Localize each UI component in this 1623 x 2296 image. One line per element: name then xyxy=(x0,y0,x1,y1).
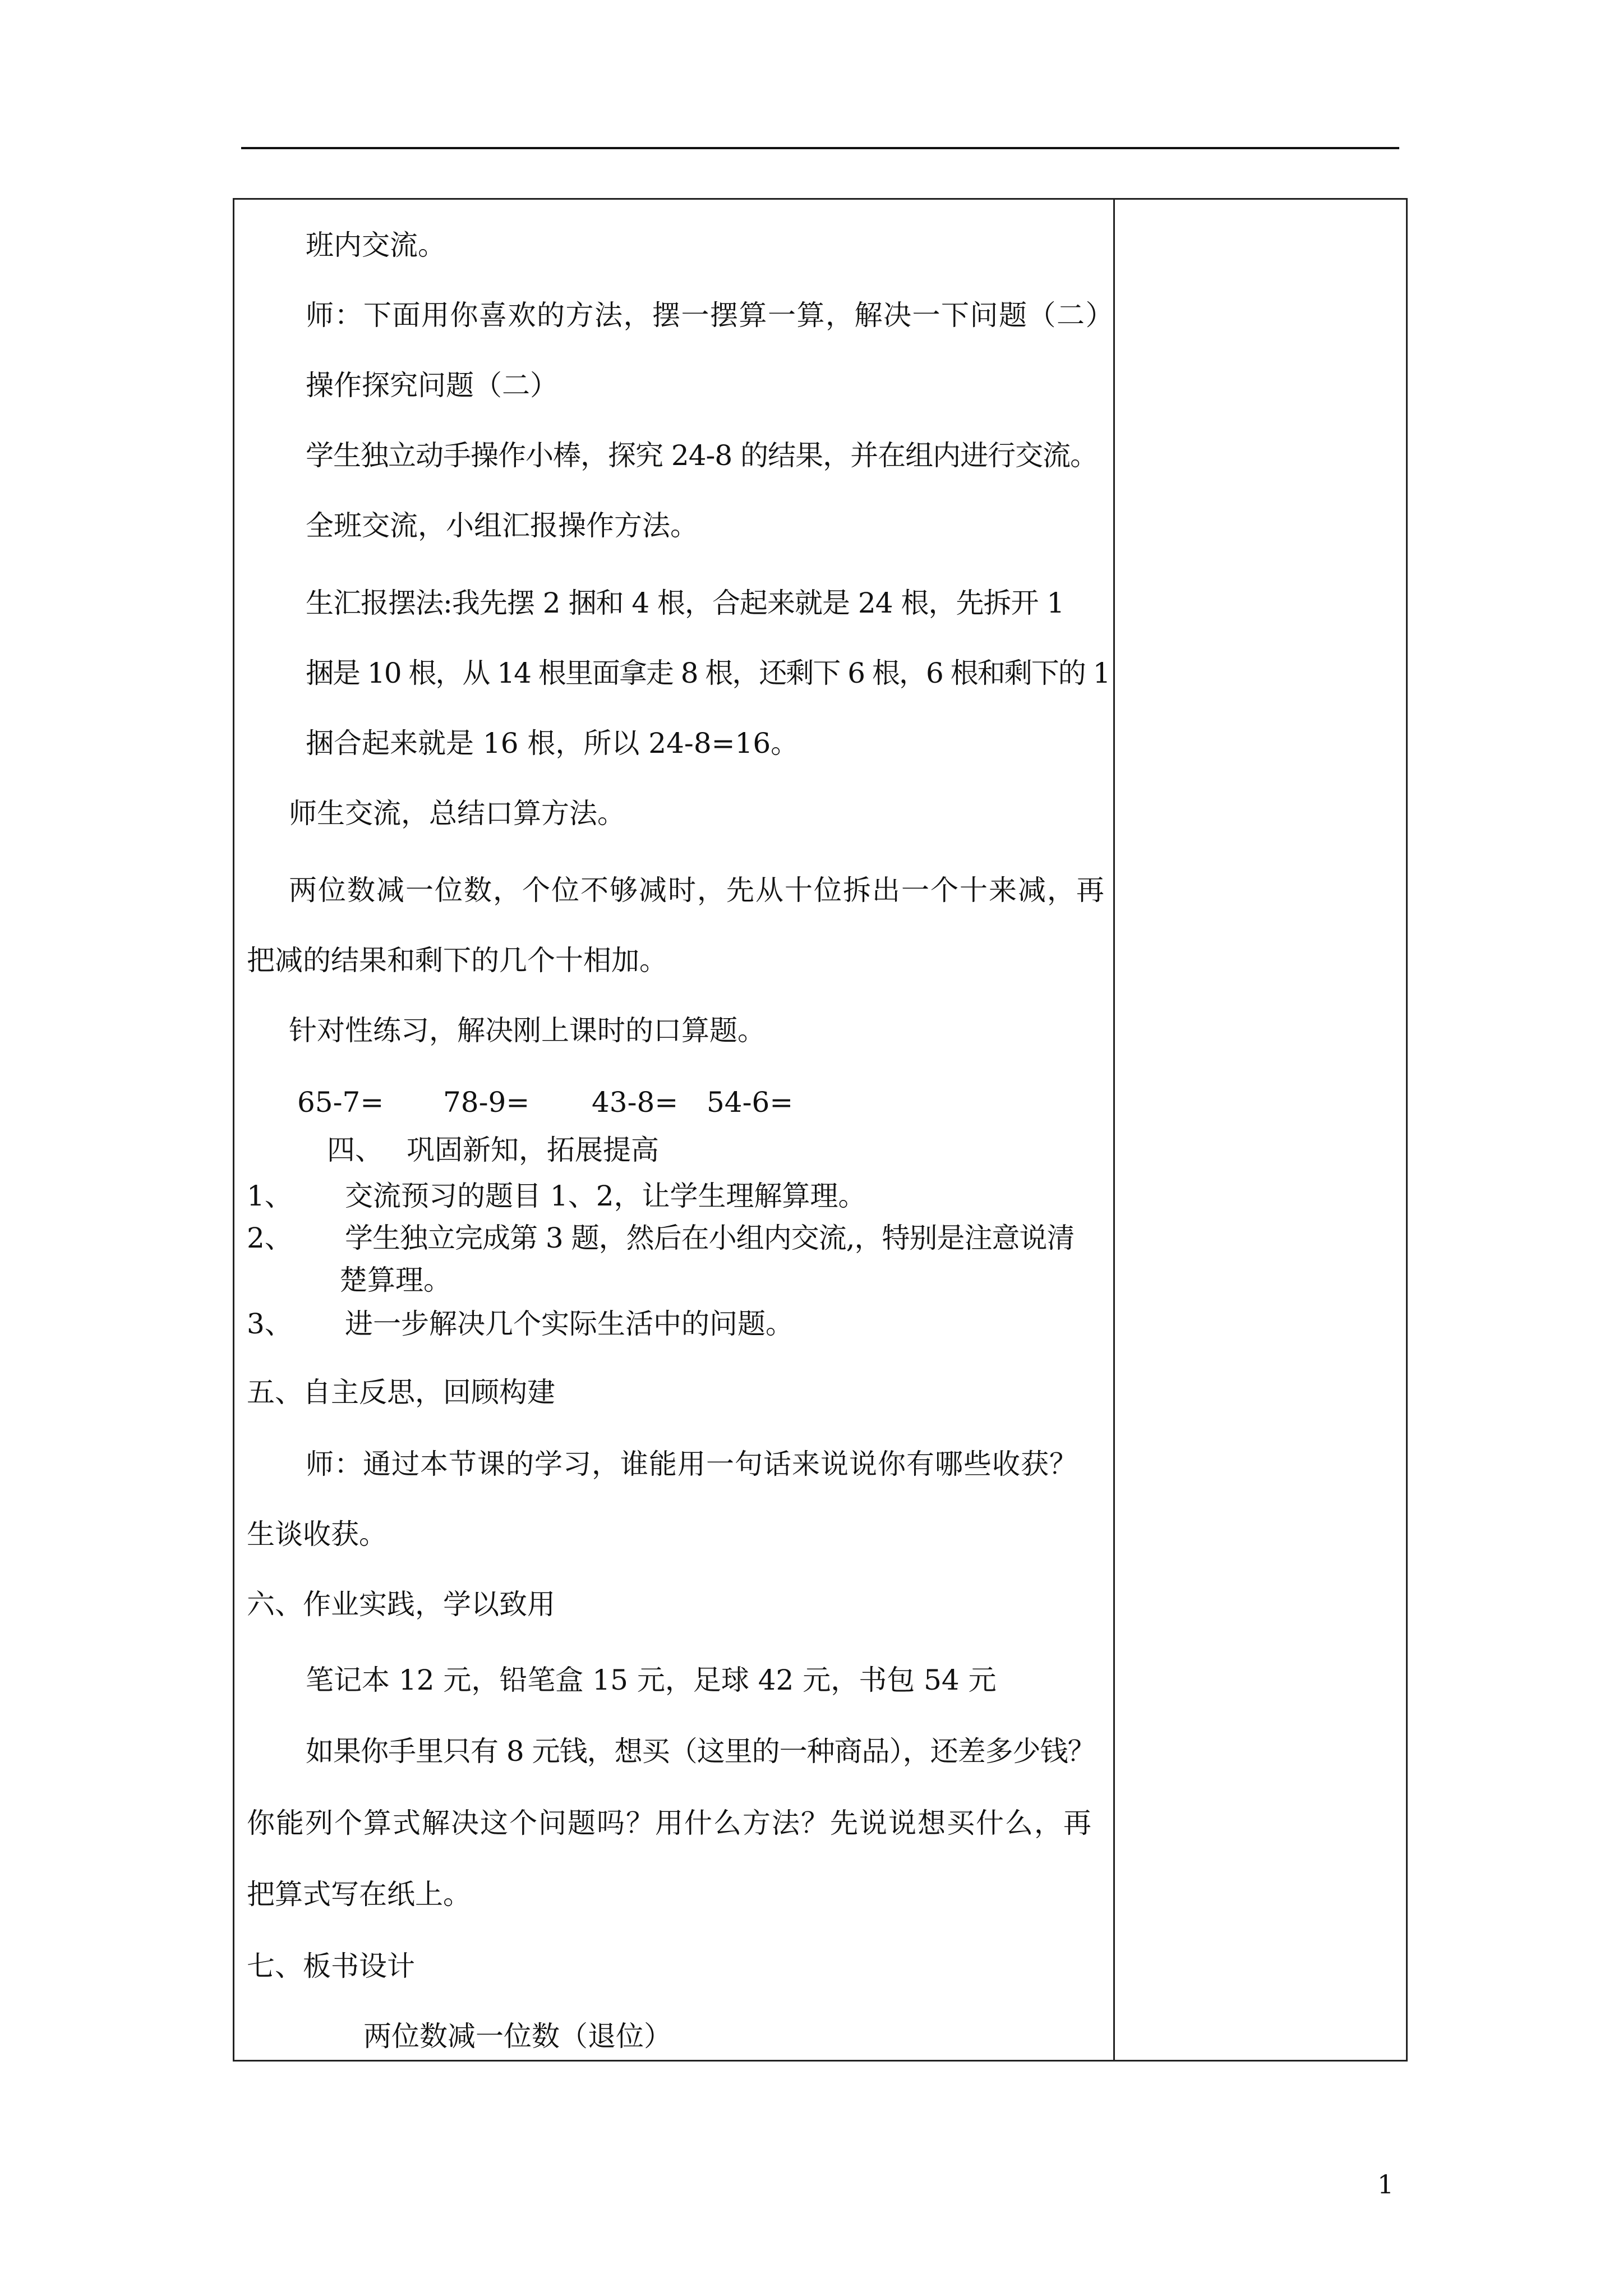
practice-sums xyxy=(0,1085,1623,1119)
lesson-table xyxy=(233,198,1408,2062)
section-heading: 五、自主反思，回顾构建 xyxy=(247,1376,555,1409)
practice-sum: 65-7= xyxy=(297,1086,384,1119)
text-line: 师：通过本节课的学习，谁能用一句话来说说你有哪些收获？ xyxy=(306,1448,1078,1480)
text-line: 你能列个算式解决这个问题吗？用什么方法？先说说想买什么，再 xyxy=(247,1807,1092,1839)
text-line: 生汇报摆法:我先摆 2 捆和 4 根，合起来就是 24 根，先拆开 1 xyxy=(306,587,1064,619)
practice-sum: 54-6= xyxy=(707,1086,794,1119)
text-line: 学生独立动手操作小棒，探究 24-8 的结果，并在组内进行交流。 xyxy=(306,439,1098,472)
text-line: 师生交流，总结口算方法。 xyxy=(289,797,625,830)
text-line: 两位数减一位数，个位不够减时，先从十位拆出一个十来减，再 xyxy=(289,874,1105,907)
table-column-divider xyxy=(1113,198,1115,2062)
text-line: 生谈收获。 xyxy=(247,1518,387,1550)
text-line: 师：下面用你喜欢的方法，摆一摆算一算，解决一下问题（二） xyxy=(306,299,1114,332)
list-number: 1、 xyxy=(247,1180,293,1212)
practice-sum: 43-8= xyxy=(592,1086,679,1119)
text-line: 把减的结果和剩下的几个十相加。 xyxy=(247,944,667,977)
list-item: 进一步解决几个实际生活中的问题。 xyxy=(345,1308,794,1340)
list-number: 2、 xyxy=(247,1222,293,1254)
section-title: 巩固新知，拓展提高 xyxy=(407,1134,659,1166)
section-number: 四、 xyxy=(327,1134,383,1166)
text-line: 笔记本 12 元，铅笔盒 15 元，足球 42 元，书包 54 元 xyxy=(306,1664,997,1696)
list-item: 交流预习的题目 1、2，让学生理解算理。 xyxy=(345,1180,866,1212)
text-line: 针对性练习，解决刚上课时的口算题。 xyxy=(289,1014,766,1047)
list-item-continuation: 楚算理。 xyxy=(339,1264,451,1296)
header-rule xyxy=(241,147,1399,149)
section-heading: 六、作业实践，学以致用 xyxy=(247,1588,555,1621)
page-number: 1 xyxy=(1377,2169,1394,2200)
text-line: 全班交流，小组汇报操作方法。 xyxy=(306,509,698,542)
text-line: 把算式写在纸上。 xyxy=(247,1878,471,1911)
text-line: 操作探究问题（二） xyxy=(306,369,558,402)
text-line: 班内交流。 xyxy=(306,229,446,261)
text-line: 捆合起来就是 16 根，所以 24-8=16。 xyxy=(306,727,799,760)
list-item: 学生独立完成第 3 题，然后在小组内交流,，特别是注意说清 xyxy=(345,1222,1075,1254)
text-line: 如果你手里只有 8 元钱，想买（这里的一种商品），还差多少钱？ xyxy=(306,1735,1095,1768)
text-line: 捆是 10 根，从 14 根里面拿走 8 根，还剩下 6 根，6 根和剩下的 1 xyxy=(306,657,1110,689)
board-design-title: 两位数减一位数（退位） xyxy=(363,2020,672,2053)
practice-sum: 78-9= xyxy=(443,1086,530,1119)
list-number: 3、 xyxy=(247,1308,293,1340)
section-heading: 七、板书设计 xyxy=(247,1950,415,1982)
